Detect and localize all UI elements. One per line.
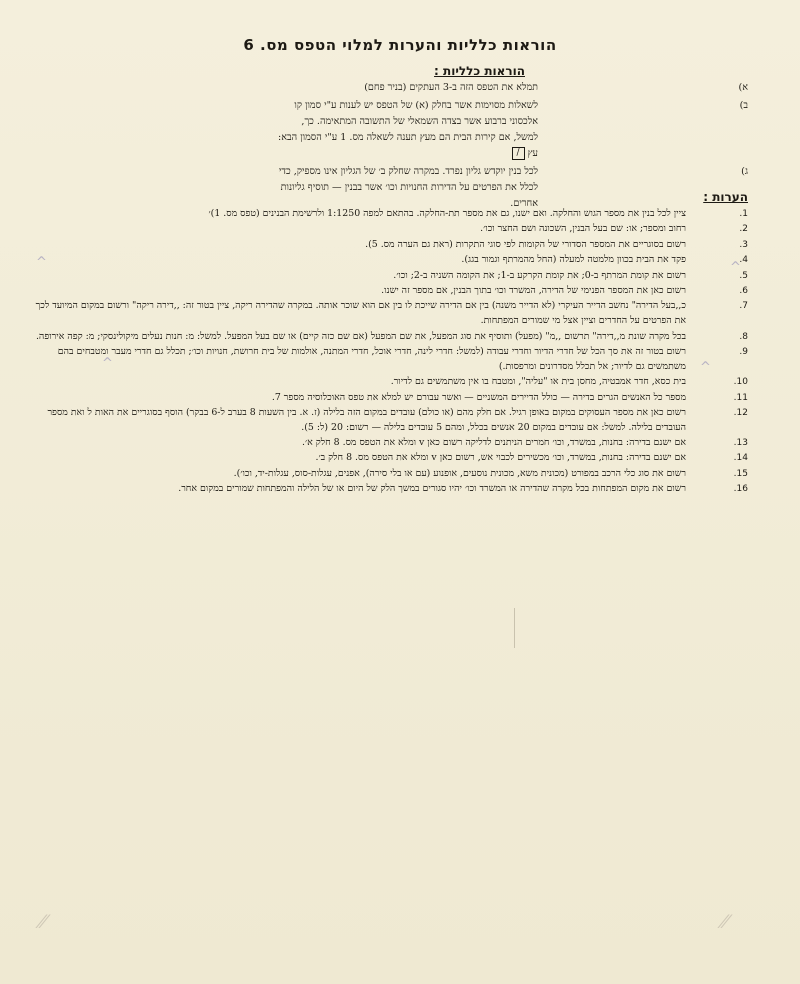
note-item [16,299,748,329]
note-text: רשום בסוגריים את המספר הסדורי של הקומות לפי סוגי התקרות (ראת גם הערה מס. 5). [365,238,686,250]
note-number: 1. [739,209,748,219]
note-text: רשום את מקום המפתחות בכל מקרה שהדירה או המשרד וכו׳ יהיו סגורים במשך הלק של היום או של הלילה והמפתחות שמורים במקום אחר. [178,483,686,495]
note-number: 2. [739,224,748,235]
general-item-label: ב) [739,100,748,111]
general-item-b [278,98,748,162]
note-text: אם ישנם בדירה: בחנות, במשרד, וכו׳ מכשירים לכבוי אש, רשום כאן v ומלא את הטפס מס. 8 חלק ב׳. [315,452,686,464]
general-instructions-list [278,80,748,214]
note-item [16,467,748,482]
note-number: 3. [739,239,748,250]
note-number: 4. [739,255,748,266]
general-item-c [278,164,748,212]
note-number: 8. [739,331,748,342]
note-text: בכל מקרה שונת מ,,דירה" תרשום ,,מ" (מפעל) ותוסיף את סוג המפעל, את שם המפעל (אם שם כזה קיים) או שם בעל המפעל. למשל: מ: חנות נעלים מיקולינסקי; מ: קפה אירופה. [35,330,686,342]
note-item [16,222,748,237]
note-number: 5. [739,270,748,281]
note-number: 15. [733,468,748,479]
note-number: 9. [739,346,748,357]
notes-list [16,207,748,498]
note-number: 12. [733,407,748,418]
note-number: 11. [733,392,748,403]
note-item [16,253,748,268]
note-number: 13. [733,438,748,449]
pencil-tick-icon: ^ [730,260,741,275]
note-text: ציין לכל בנין את מספר הגוש והחלקה. ואם ישנו, גם את מספר תת-החלקה. בהתאם למפה 1:1250 ולרשימת הבנינים (טפס מס. 1)׳ [208,208,686,219]
pencil-tick-icon: ^ [700,360,711,375]
general-item-text-wrap [278,98,538,162]
note-number: 14. [733,453,748,464]
checkbox-example-icon: / [512,147,525,160]
note-number: 16. [733,484,748,495]
general-instructions-heading: הוראות כלליות : [434,64,525,78]
note-text: רשום את קומת המרתף ב-0; את קומת הקרקע ב-1; את הקומה השניה ב-2; וכו׳. [393,269,686,281]
note-item [16,238,748,253]
note-item [16,284,748,299]
pencil-stroke [514,608,515,648]
note-item [16,207,748,222]
note-item [16,269,748,284]
note-number: 6. [739,285,748,296]
note-text: מספר כל האנשים הגרים בדירה — כולל הדיירים המשניים — ואשר עבורם יש למלא את טפס האוכלוסיה מספר 7. [271,391,686,403]
note-text: רשום כאן את המספר הפנימי של הדירה, המשרד וכו׳ בתוך הבנין, אם מספר זה ישנו. [381,284,686,296]
general-item-text: לכל בנין יוקדש גליון נפרד. במקרה שחלק ב׳ של הגליון אינו מספיק, כדי לכלל את הפרטים על הדירות החנויות וכו׳ אשר בבנין — תוסיף גליונות אחרים. [278,166,538,209]
page-title: הוראות כלליות והערות למלוי הטפס מס. 6 [243,36,557,54]
note-text: כ,,בעל הדירה" נחשב הדייר העיקרי (לא הדייר משנה) בין אם הדירה שייכת לו בין אם הוא שוכר אותה. במקרה שהדירה ריקה, ציין בטור זה: ,,דירה ריקה" ורשום במקום המיועד לכך את הפרטים על החדרים וציין אצל מי שמורים המפתחות. [35,300,686,327]
general-item-label: א) [738,82,748,93]
pencil-tick-icon: ^ [36,255,47,270]
pencil-scribble-icon: ⁄⁄ [40,912,47,933]
pencil-scribble-icon: ⁄⁄ [722,912,729,933]
note-text: רשום כאן את מספר העסוקים במקום באופן רגיל. אם חלק מהם (או כולם) עובדים במקום הזה בלילה (ז. א. בין השעות 8 בערב ל-6 בבקר) הוסף בסוגריים את האות ל ואת מספר העובדים בלילה. למשל: אם עובדים במקום 20 אנשים בכלל, ומהם 5 עובדים בלילה — רשום: 20 (ל: 5). [47,406,686,433]
note-item [16,345,748,375]
note-text: פקד את הבית בכוון מלמטה למעלה (החל מהמרתף וגמור בגג). [461,254,686,266]
general-item-text: לשאלות מסוימות אשר בחלק (א) של הטפס יש לענות ע"י סמון קו אלכסוני ברבוע אשר בצדה השמאלי של התשובה המתאימה. כך, למשל, אם קירות הבית הם מעץ תענה לשאלה מס. 1 ע"י הסמון הבא: עץ [278,100,538,159]
note-item [16,391,748,406]
note-text: רשום את סוג כלי הרכב במפורט (מכונית משא, מכונית נוסעים, אופנוע (עם או בלי סירה), אפנים, עגלות-סוס, עגלות-יד, וכו׳). [233,467,686,479]
pencil-tick-icon: ^ [102,356,113,371]
general-item-text: תמלא את הטפס הזה ב-3 העתקים (בניר פחם) [364,82,538,93]
note-item [16,451,748,466]
note-item [16,482,748,497]
note-number: 10. [733,377,748,388]
note-item [16,330,748,345]
general-item-a [278,80,748,96]
note-text: רחוב ומספר; או: שם בעל הבנין, השכונה ושם החצר וכו׳. [480,223,686,235]
note-item [16,436,748,451]
note-text: בית כסא, חדר אמבטיה, מחסן בית או "עליה", ומטבח בו אין משתמשים גם לדיור. [390,376,686,388]
note-item [16,375,748,390]
note-text: רשום בטור זה את סך הכל של חדרי הדיור וחדרי עבודה (למשל: חדרי לינה, חדרי אוכל, חדרי המתנה, אולמות של בית חרושת, חנויות וכו׳; תכלל גם חדרי מעבר ומטבחים בהם משתמשים גם לדיור; אל תכלל מסדרונים ומרפסות.) [57,345,686,372]
note-number: 7. [739,301,748,312]
note-text: אם ישנם בדירה: בחנות, במשרד, וכו׳ חמרים הניתנים לדליקה רשום כאן v ומלא את הטפס מס. 8 חלק א׳. [301,437,686,449]
notes-heading: הערות : [703,190,748,204]
general-item-label: ג) [741,166,748,177]
note-item [16,406,748,436]
